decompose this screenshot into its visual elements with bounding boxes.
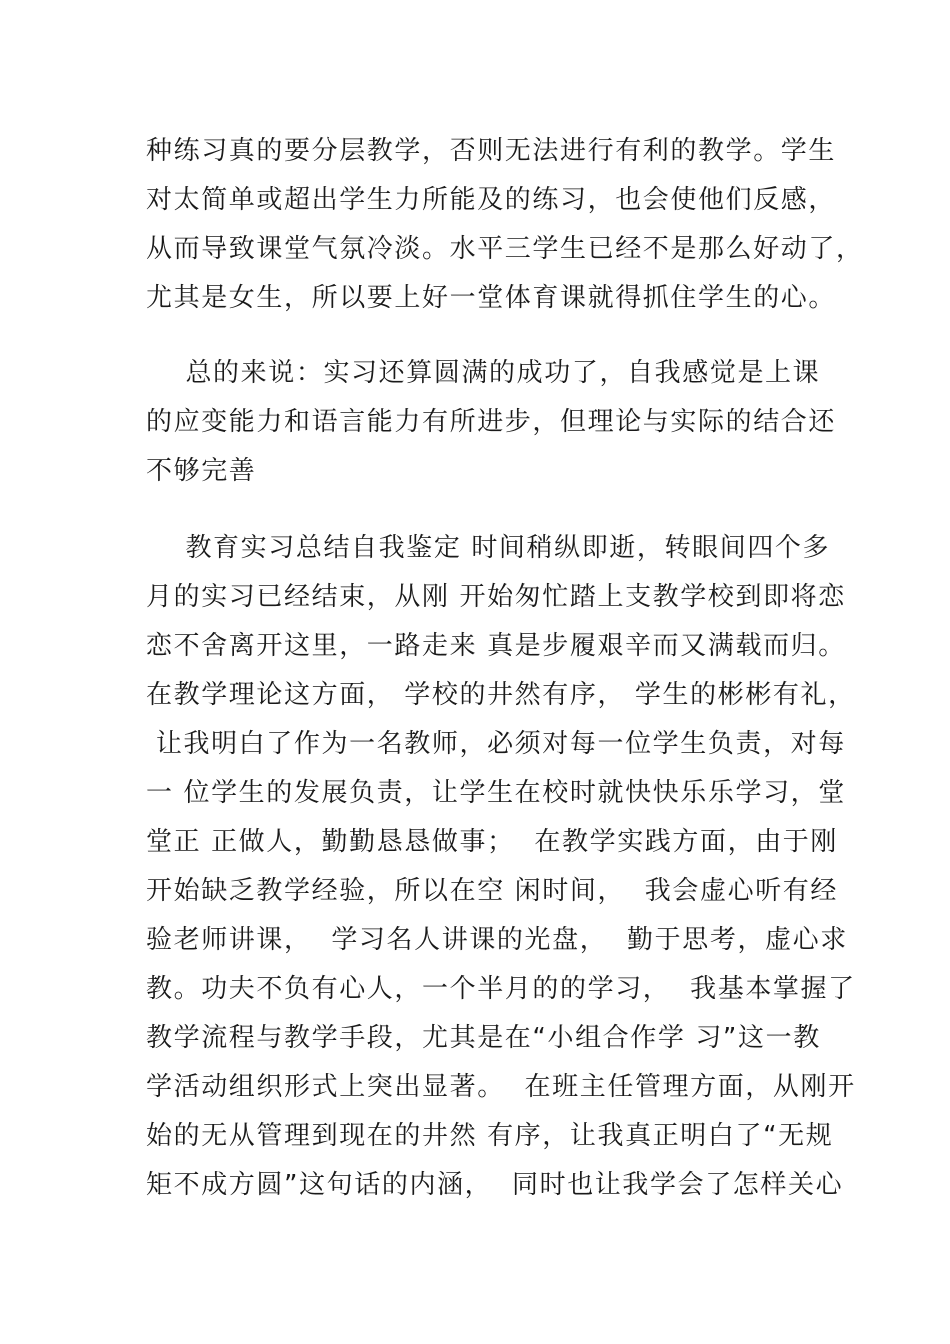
text-line: 一 位学生的发展负责，让学生在校时就快快乐乐学习，堂 [146, 778, 846, 808]
text-line: 开始缺乏教学经验，所以在空 闲时间， 我会虚心听有经 [146, 876, 838, 906]
text-line: 始的无从管理到现在的井然 有序，让我真正明白了“无规 [146, 1121, 834, 1151]
text-line: 堂正 正做人，勤勤恳恳做事； 在教学实践方面，由于刚 [146, 827, 838, 857]
text-line: 恋不舍离开这里，一路走来 真是步履艰辛而又满载而归。 [146, 631, 846, 661]
text-line: 在教学理论这方面， 学校的井然有序， 学生的彬彬有礼， [146, 680, 856, 710]
text-line: 总的来说：实习还算圆满的成功了，自我感觉是上课 [146, 358, 821, 388]
text-line: 教学流程与教学手段，尤其是在“小组合作学 习”这一教 [146, 1023, 821, 1053]
text-line: 不够完善 [146, 456, 257, 486]
text-line: 尤其是女生，所以要上好一堂体育课就得抓住学生的心。 [146, 283, 837, 313]
text-line: 种练习真的要分层教学，否则无法进行有利的教学。学生 [146, 136, 837, 166]
text-line: 月的实习已经结束，从刚 开始匆忙踏上支教学校到即将恋 [146, 582, 846, 612]
text-line: 让我明白了作为一名教师，必须对每一位学生负责，对每 [146, 729, 846, 759]
text-line: 从而导致课堂气氛冷淡。水平三学生已经不是那么好动了， [146, 234, 864, 264]
text-line: 学活动组织形式上突出显著。 在班主任管理方面，从刚开 [146, 1072, 856, 1102]
text-line: 对太简单或超出学生力所能及的练习，也会使他们反感， [146, 185, 837, 215]
text-line: 的应变能力和语言能力有所进步，但理论与实际的结合还 [146, 407, 837, 437]
text-line: 验老师讲课， 学习名人讲课的光盘， 勤于思考，虚心求 [146, 925, 848, 955]
text-line: 教。功夫不负有心人，一个半月的的学习， 我基本掌握了 [146, 974, 856, 1004]
text-line: 矩不成方圆”这句话的内涵， 同时也让我学会了怎样关心 [146, 1170, 844, 1200]
text-line: 教育实习总结自我鉴定 时间稍纵即逝，转眼间四个多 [146, 533, 831, 563]
